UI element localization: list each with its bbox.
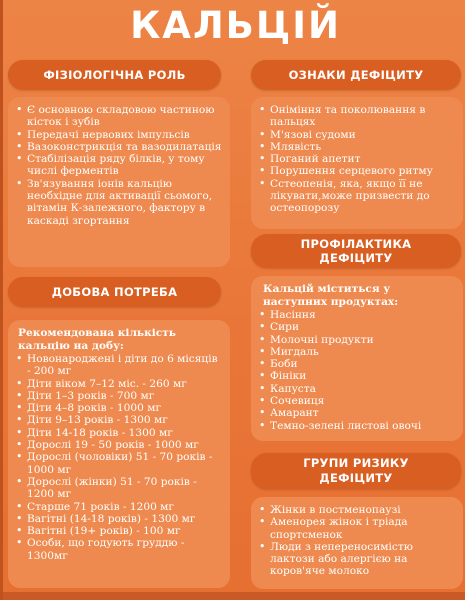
- list-item: • Амарант: [257, 407, 457, 419]
- list-item: • Стабілізація ряду білків, у тому числі ферментів: [14, 153, 224, 178]
- risk-groups-heading-line1: ГРУПИ РИЗИКУ: [303, 456, 409, 470]
- list-item: • Новонароджені і діти до 6 місяців - 200 мг: [14, 353, 224, 378]
- prevention-list: [257, 309, 457, 432]
- list-item: • Діти 9–13 років - 1300 мг: [14, 414, 224, 426]
- list-item: • Діти віком 7–12 міс. - 260 мг: [14, 378, 224, 390]
- risk-groups-heading: [251, 453, 461, 489]
- daily-need-heading-text: ДОБОВА ПОТРЕБА: [51, 285, 178, 299]
- list-item: • Капуста: [257, 383, 457, 395]
- list-item: • Сстеопенія, яка, якщо її не лікувати,може призвести до остеопорозу: [257, 178, 457, 215]
- daily-need-lead: Рекомендована кількість кальцію на добу:: [18, 327, 176, 352]
- list-item: • Дорослі 19 - 50 років - 1000 мг: [14, 439, 224, 451]
- list-item: • Діти 14-18 років - 1300 мг: [14, 427, 224, 439]
- bottom-strip: [3, 592, 465, 600]
- daily-need-list: [14, 353, 224, 562]
- list-item: • Особи, що годують груддю - 1300мг: [14, 537, 224, 562]
- prevention-heading-line2: ДЕФІЦИТУ: [319, 251, 393, 265]
- deficiency-signs-heading-text: ОЗНАКИ ДЕФІЦИТУ: [288, 68, 424, 82]
- list-item: • Дорослі (жінки) 51 - 70 років - 1200 мг: [14, 476, 224, 501]
- risk-groups-list: [257, 504, 457, 578]
- list-item: • Молочні продукти: [257, 334, 457, 346]
- list-item: • Діти 4–8 років - 1000 мг: [14, 402, 224, 414]
- list-item: • Мигдаль: [257, 346, 457, 358]
- list-item: • Млявість: [257, 141, 457, 153]
- list-item: • М'язові судоми: [257, 129, 457, 141]
- list-item: • Дорослі (чоловіки) 51 - 70 років - 1000 мг: [14, 451, 224, 476]
- list-item: • Темно-зелені листові овочі: [257, 420, 457, 432]
- list-item: • Діти 1–3 років - 700 мг: [14, 390, 224, 402]
- physiology-heading: [8, 60, 221, 90]
- list-item: • Оніміння та поколювання в пальцях: [257, 104, 457, 129]
- list-item: • Вагітні (19+ років) - 100 мг: [14, 525, 224, 537]
- list-item: • Насіння: [257, 309, 457, 321]
- list-item: • Боби: [257, 358, 457, 370]
- list-item: • Вазоконстрикція та вазодилатація: [14, 141, 224, 153]
- physiology-heading-text: ФІЗІОЛОГІЧНА РОЛЬ: [43, 68, 186, 82]
- prevention-box: [251, 276, 463, 441]
- page-title: КАЛЬЦІЙ: [130, 4, 341, 47]
- list-item: • Вагітні (14-18 років) - 1300 мг: [14, 513, 224, 525]
- risk-groups-box: [251, 497, 463, 589]
- prevention-heading: [251, 234, 461, 268]
- prevention-heading-line1: ПРОФІЛАКТИКА: [300, 237, 412, 251]
- daily-need-box: [8, 320, 230, 588]
- list-item: • Жінки в постменопаузі: [257, 504, 457, 516]
- prevention-lead: Кальцій міститься у наступних продуктах:: [263, 283, 399, 308]
- deficiency-signs-list: [257, 104, 457, 215]
- list-item: • Поганий апетит: [257, 153, 457, 165]
- daily-need-heading: [8, 277, 221, 307]
- list-item: • Люди з непереносимістю лактози або алергією на коров'яче молоко: [257, 541, 457, 578]
- list-item: • Фініки: [257, 370, 457, 382]
- physiology-box: [8, 97, 230, 267]
- risk-groups-heading-line2: ДЕФІЦИТУ: [319, 471, 393, 485]
- list-item: • Зв'язування іонів кальцію необхідне для активації сьомого, вітамін К-залежного, фактору в каскаді згортання: [14, 178, 224, 227]
- list-item: • Порушення серцевого ритму: [257, 165, 457, 177]
- deficiency-signs-box: [251, 97, 463, 229]
- list-item: • Сири: [257, 321, 457, 333]
- list-item: • Є основною складовою частиною кісток і зубів: [14, 104, 224, 129]
- deficiency-signs-heading: [251, 60, 461, 90]
- list-item: • Передачі нервових імпульсів: [14, 129, 224, 141]
- physiology-list: [14, 104, 224, 227]
- list-item: • Аменорея жінок і тріада спортсменок: [257, 516, 457, 541]
- list-item: • Сочевиця: [257, 395, 457, 407]
- list-item: • Старше 71 років - 1200 мг: [14, 501, 224, 513]
